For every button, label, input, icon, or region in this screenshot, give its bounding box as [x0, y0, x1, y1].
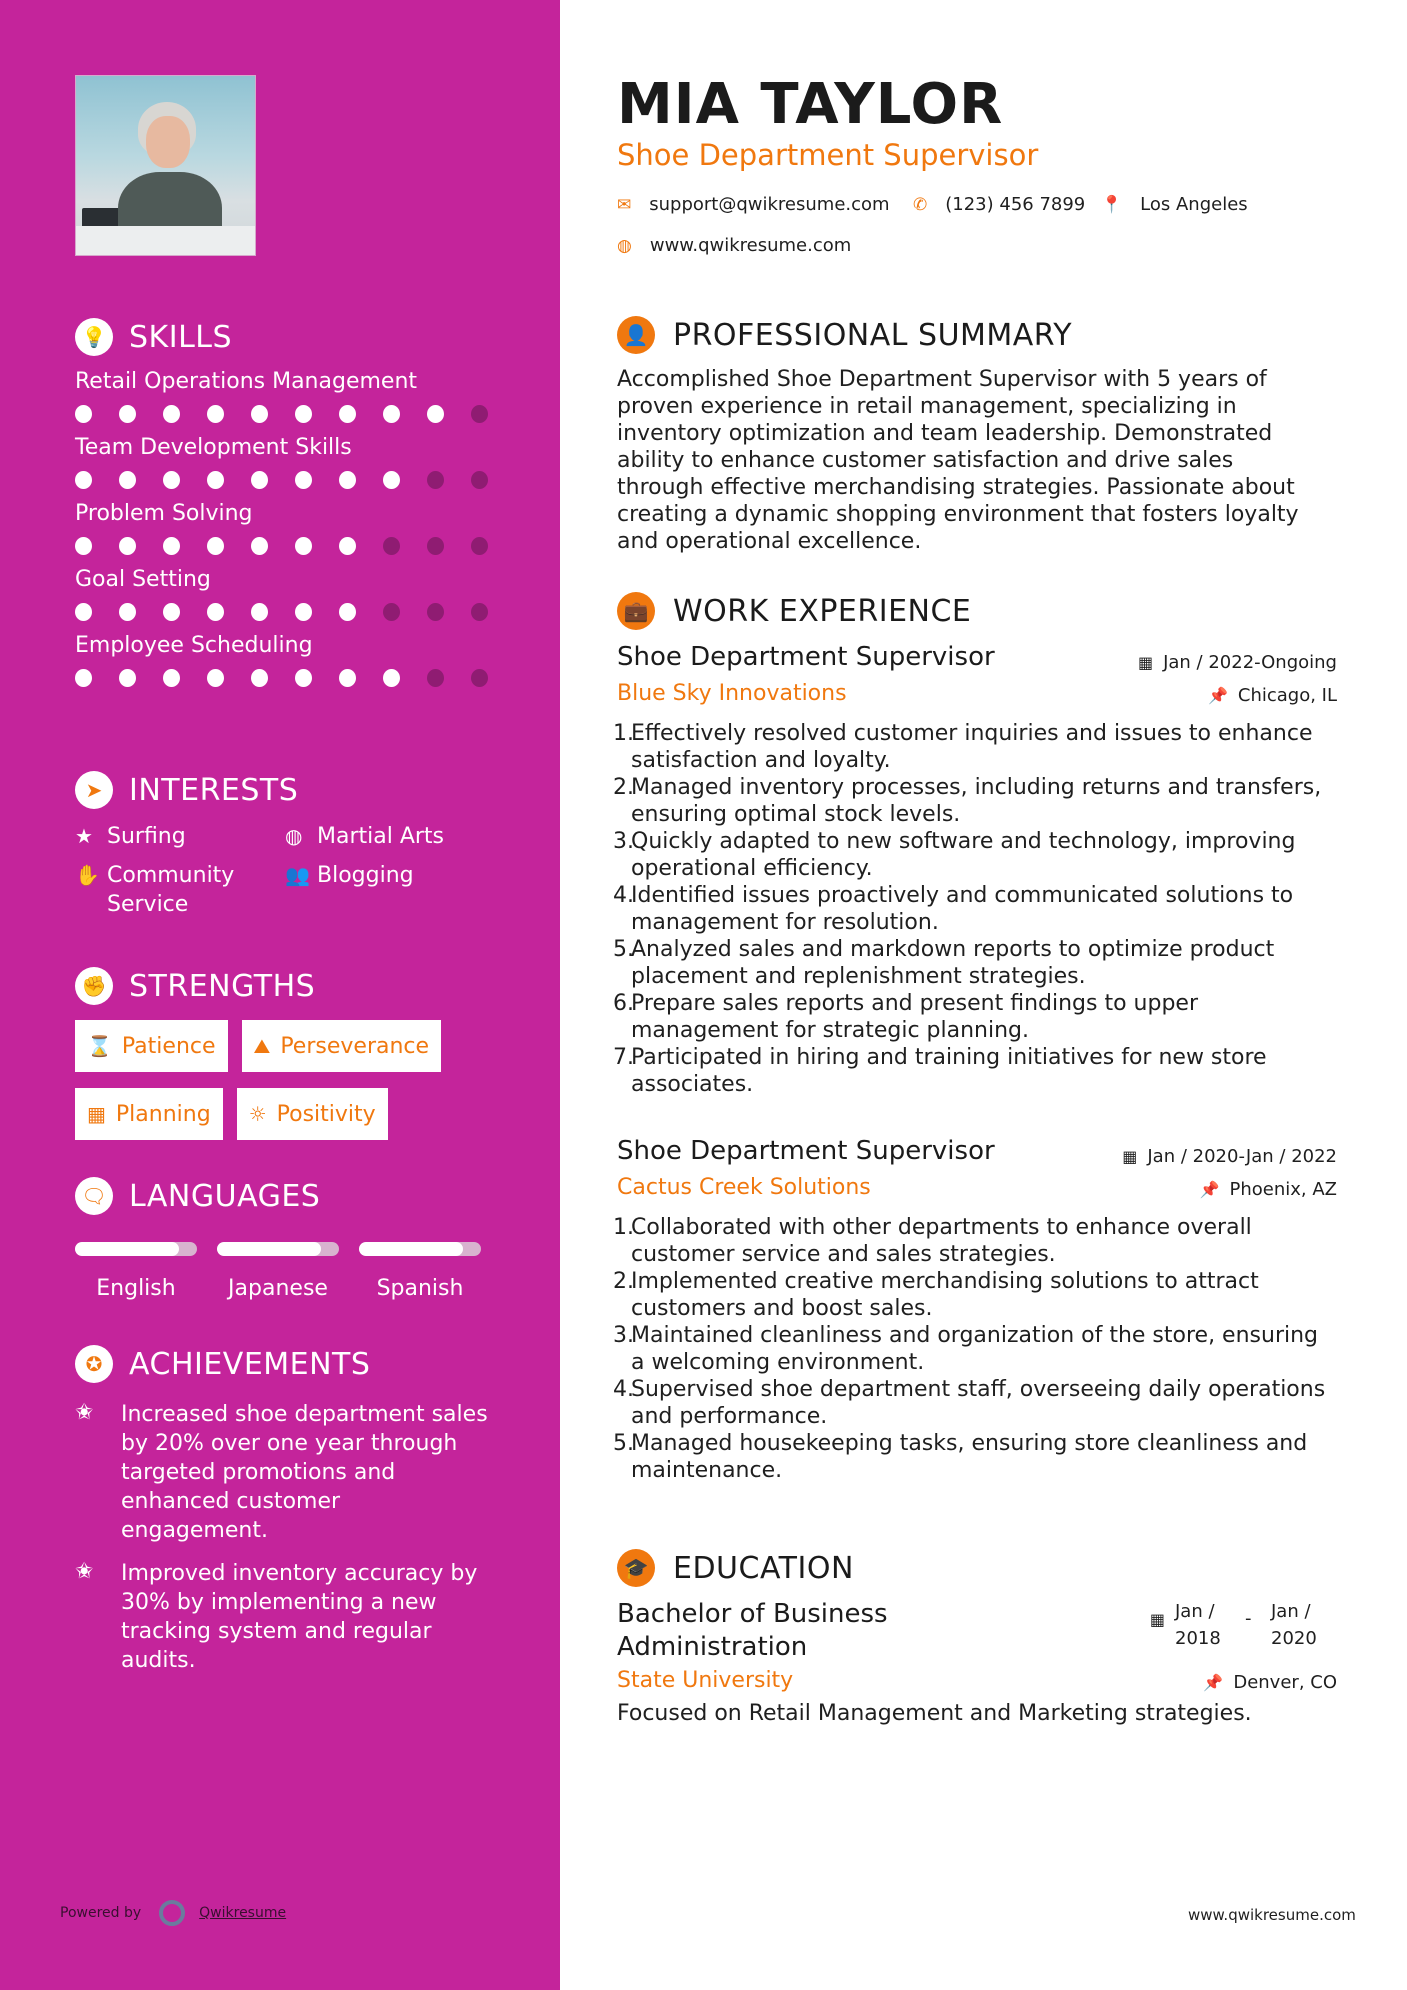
- job-title: Shoe Department Supervisor: [617, 1136, 995, 1166]
- date-separator: -: [1245, 1608, 1252, 1629]
- education-location: [1203, 1672, 1337, 1693]
- interest-item: [285, 861, 495, 919]
- globe-icon: ◍: [285, 824, 303, 848]
- bullet-number: 1.: [613, 1215, 634, 1240]
- degree-name: Bachelor of Business Administration: [617, 1599, 888, 1662]
- contact-location: [1101, 194, 1248, 215]
- job-bullet: [613, 720, 1337, 774]
- job-location-text: Chicago, IL: [1237, 685, 1337, 706]
- rating-dot-filled: [75, 537, 92, 555]
- job-dates-text: Jan / 2022-Ongoing: [1163, 652, 1337, 673]
- job-location: [1200, 1179, 1337, 1200]
- skill-name: Retail Operations Management: [75, 369, 418, 394]
- bullet-text: Maintained cleanliness and organization of the store, ensuring a welcoming environment.: [631, 1323, 1319, 1375]
- education-heading: EDUCATION: [673, 1550, 854, 1586]
- achievement-item: [75, 1400, 515, 1545]
- job-bullet: [613, 1214, 1337, 1268]
- strength-badge: [75, 1088, 223, 1140]
- job-bullet: [613, 1430, 1337, 1484]
- calendar-icon: ▦: [1149, 1610, 1165, 1629]
- bullet-number: 1.: [613, 721, 634, 746]
- job-bullets: [613, 720, 1337, 1098]
- user-icon: 👤: [617, 316, 655, 354]
- skill-item: [75, 631, 515, 687]
- rating-dot-filled: [207, 537, 224, 555]
- job-location-text: Phoenix, AZ: [1229, 1179, 1337, 1200]
- skills-heading: SKILLS: [129, 319, 233, 355]
- achievement-text: Increased shoe department sales by 20% over one year through targeted promotions and enhanced customer engagement.: [121, 1402, 488, 1543]
- bullet-text: Quickly adapted to new software and technology, improving operational efficiency.: [631, 829, 1296, 881]
- map-pin-icon: 📍: [1101, 194, 1123, 215]
- skill-item: [75, 565, 515, 621]
- strength-label: Positivity: [276, 1101, 376, 1127]
- sparkle-star-icon: ✬: [75, 1559, 94, 1584]
- strengths-section: [75, 966, 515, 1156]
- contact-website: [617, 235, 851, 256]
- rating-dot-filled: [75, 405, 92, 423]
- job-bullet: [613, 1044, 1337, 1098]
- pin-icon: 📌: [1199, 1180, 1220, 1199]
- job-entry: [613, 642, 1337, 1098]
- rating-dot-filled: [207, 669, 224, 687]
- rating-dot-filled: [119, 405, 136, 423]
- bullet-number: 3.: [613, 829, 634, 854]
- bullet-number: 4.: [613, 883, 634, 908]
- skill-item: [75, 499, 515, 555]
- envelope-icon: ✉: [617, 194, 632, 215]
- bullet-text: Managed housekeeping tasks, ensuring store cleanliness and maintenance.: [631, 1431, 1308, 1483]
- location-text: Los Angeles: [1140, 194, 1248, 215]
- rating-dot-filled: [119, 603, 136, 621]
- language-level-fill: [359, 1242, 463, 1256]
- rating-dot-empty: [471, 603, 488, 621]
- rating-dot-filled: [339, 471, 356, 489]
- phone-text: (123) 456 7899: [945, 194, 1086, 215]
- language-item: [217, 1242, 339, 1301]
- footer-website[interactable]: www.qwikresume.com: [1188, 1906, 1356, 1924]
- interest-label: Martial Arts: [317, 824, 445, 849]
- bullet-text: Analyzed sales and markdown reports to optimize product placement and replenishment strategies.: [631, 937, 1275, 989]
- bullet-number: 3.: [613, 1323, 634, 1348]
- bullet-text: Implemented creative merchandising solutions to attract customers and boost sales.: [631, 1269, 1259, 1321]
- achievements-heading: ACHIEVEMENTS: [129, 1346, 371, 1382]
- interest-label: Surfing: [107, 824, 186, 849]
- rating-dot-filled: [207, 603, 224, 621]
- skill-name: Employee Scheduling: [75, 633, 313, 658]
- education-heading-row: [617, 1549, 854, 1587]
- rating-dot-filled: [75, 669, 92, 687]
- school-name: State University: [617, 1668, 794, 1693]
- rating-dot-filled: [251, 669, 268, 687]
- profile-photo: [75, 75, 256, 256]
- job-bullet: [613, 882, 1337, 936]
- rating-dot-filled: [119, 669, 136, 687]
- achievement-text: Improved inventory accuracy by 30% by implementing a new tracking system and regular audits.: [121, 1561, 478, 1673]
- skills-section: [75, 317, 515, 695]
- experience-heading-row: [617, 592, 971, 630]
- summary-text: Accomplished Shoe Department Supervisor with 5 years of proven experience in retail management, specializing in inventory optimization and team leadership. Demonstrated ability to enhance customer satisfaction and drive sales through effective merchandising strategies. Passionate about creating a dynamic shopping environment that fosters loyalty and operational excellence.: [617, 367, 1299, 554]
- phone-icon: ✆: [913, 194, 928, 215]
- education-end: Jan / 2020: [1271, 1601, 1317, 1649]
- sun-icon: ☼: [248, 1102, 267, 1126]
- users-icon: 👥: [285, 863, 310, 887]
- skill-rating: [75, 405, 515, 423]
- skill-name: Problem Solving: [75, 501, 253, 526]
- language-level-bar: [359, 1242, 481, 1256]
- rating-dot-filled: [119, 537, 136, 555]
- rating-dot-filled: [207, 405, 224, 423]
- language-name: Japanese: [228, 1276, 328, 1301]
- languages-section: [75, 1176, 515, 1301]
- rating-dot-empty: [471, 405, 488, 423]
- languages-heading: LANGUAGES: [129, 1178, 321, 1214]
- education-start: Jan / 2018: [1175, 1601, 1221, 1649]
- contact-phone: [913, 194, 1085, 215]
- bullet-text: Effectively resolved customer inquiries and issues to enhance satisfaction and loyalty.: [631, 721, 1313, 773]
- achievements-section: [75, 1344, 515, 1675]
- bullet-text: Collaborated with other departments to enhance overall customer service and sales strategies.: [631, 1215, 1252, 1267]
- interests-section: [75, 770, 515, 919]
- rating-dot-filled: [383, 669, 400, 687]
- rating-dot-filled: [339, 537, 356, 555]
- rating-dot-filled: [163, 405, 180, 423]
- bullet-number: 2.: [613, 775, 634, 800]
- fist-icon: ✊: [75, 967, 113, 1005]
- rating-dot-empty: [471, 537, 488, 555]
- rating-dot-filled: [383, 471, 400, 489]
- strengths-list: [75, 1020, 495, 1156]
- job-bullets: [613, 1214, 1337, 1484]
- job-bullet: [613, 774, 1337, 828]
- bullet-number: 5.: [613, 937, 634, 962]
- skill-rating: [75, 603, 515, 621]
- website-text[interactable]: www.qwikresume.com: [649, 235, 852, 256]
- skill-rating: [75, 471, 515, 489]
- sidebar: [0, 0, 560, 1990]
- lightbulb-icon: 💡: [75, 318, 113, 356]
- strength-label: Patience: [121, 1033, 216, 1059]
- qwikresume-logo-icon: [159, 1900, 185, 1926]
- language-item: [75, 1242, 197, 1301]
- strength-badge: [237, 1088, 388, 1140]
- bullet-number: 4.: [613, 1377, 634, 1402]
- bullet-text: Participated in hiring and training initiatives for new store associates.: [631, 1045, 1267, 1097]
- language-level-bar: [217, 1242, 339, 1256]
- rating-dot-filled: [251, 471, 268, 489]
- bullet-text: Prepare sales reports and present findings to upper management for strategic planning.: [631, 991, 1198, 1043]
- rating-dot-empty: [383, 537, 400, 555]
- job-title: Shoe Department Supervisor: [617, 642, 995, 672]
- achievement-item: [75, 1559, 515, 1675]
- language-item: [359, 1242, 481, 1301]
- star-icon: ★: [75, 824, 93, 848]
- interest-item: [75, 861, 285, 919]
- strength-label: Perseverance: [280, 1033, 430, 1059]
- contact-email: [617, 194, 890, 215]
- rating-dot-filled: [295, 471, 312, 489]
- globe-icon: ◍: [617, 235, 632, 256]
- job-dates: [1138, 652, 1337, 673]
- rating-dot-empty: [427, 537, 444, 555]
- sparkle-star-icon: ✬: [75, 1400, 94, 1425]
- language-name: Spanish: [376, 1276, 464, 1301]
- interests-heading: INTERESTS: [129, 772, 299, 808]
- main-content: [613, 0, 1347, 1990]
- email-text[interactable]: support@qwikresume.com: [649, 194, 890, 215]
- language-icon: 🗨: [75, 1177, 113, 1215]
- rating-dot-empty: [427, 603, 444, 621]
- candidate-name: MIA TAYLOR: [617, 72, 1004, 137]
- paper-plane-icon: ➤: [75, 771, 113, 809]
- job-bullet: [613, 990, 1337, 1044]
- job-company: Blue Sky Innovations: [617, 681, 847, 706]
- summary-heading-row: [617, 316, 1072, 354]
- summary-heading: PROFESSIONAL SUMMARY: [673, 317, 1073, 353]
- calendar-icon: ▦: [1122, 1147, 1138, 1166]
- interests-list: [75, 822, 515, 919]
- bullet-number: 2.: [613, 1269, 634, 1294]
- language-name: English: [96, 1276, 176, 1301]
- bullet-number: 7.: [613, 1045, 634, 1070]
- qwikresume-link[interactable]: Qwikresume: [199, 1905, 287, 1921]
- job-bullet: [613, 1322, 1337, 1376]
- education-location-text: Denver, CO: [1233, 1672, 1337, 1693]
- hand-icon: ✋: [75, 863, 100, 887]
- rating-dot-empty: [427, 669, 444, 687]
- skills-list: [75, 367, 515, 687]
- job-bullet: [613, 828, 1337, 882]
- strengths-heading: STRENGTHS: [129, 968, 316, 1004]
- rating-dot-filled: [163, 603, 180, 621]
- rating-dot-filled: [295, 669, 312, 687]
- strength-badge: [75, 1020, 228, 1072]
- rating-dot-filled: [251, 537, 268, 555]
- rating-dot-filled: [163, 669, 180, 687]
- pin-icon: 📌: [1207, 686, 1228, 705]
- interest-item: [75, 822, 285, 851]
- job-bullet: [613, 1376, 1337, 1430]
- rating-dot-empty: [471, 471, 488, 489]
- calendar-icon: ▦: [87, 1102, 106, 1126]
- calendar-icon: ▦: [1137, 653, 1154, 672]
- rating-dot-filled: [207, 471, 224, 489]
- pin-icon: 📌: [1203, 1673, 1224, 1692]
- experience-heading: WORK EXPERIENCE: [673, 593, 972, 629]
- strength-label: Planning: [115, 1101, 211, 1127]
- bullet-number: 5.: [613, 1431, 634, 1456]
- interest-item: [285, 822, 495, 851]
- rating-dot-filled: [295, 603, 312, 621]
- job-location: [1208, 685, 1337, 706]
- language-level-fill: [75, 1242, 179, 1256]
- languages-list: [75, 1242, 515, 1301]
- rating-dot-empty: [383, 603, 400, 621]
- skill-name: Team Development Skills: [75, 435, 352, 460]
- rating-dot-filled: [339, 669, 356, 687]
- hourglass-icon: ⌛: [87, 1034, 112, 1058]
- rating-dot-filled: [119, 471, 136, 489]
- road-icon: ⛰: [253, 1034, 271, 1058]
- job-bullet: [613, 936, 1337, 990]
- job-company: Cactus Creek Solutions: [617, 1175, 871, 1200]
- rating-dot-filled: [339, 405, 356, 423]
- rating-dot-filled: [75, 471, 92, 489]
- skill-rating: [75, 669, 515, 687]
- rating-dot-filled: [75, 603, 92, 621]
- language-level-bar: [75, 1242, 197, 1256]
- education-dates: [1150, 1598, 1337, 1652]
- skill-name: Goal Setting: [75, 567, 211, 592]
- rating-dot-empty: [471, 669, 488, 687]
- rating-dot-filled: [251, 603, 268, 621]
- bullet-text: Managed inventory processes, including returns and transfers, ensuring optimal stock levels.: [631, 775, 1322, 827]
- job-entry: [613, 1136, 1337, 1484]
- rating-dot-filled: [295, 405, 312, 423]
- job-bullet: [613, 1268, 1337, 1322]
- rating-dot-filled: [295, 537, 312, 555]
- education-entry: [617, 1598, 1337, 1726]
- rating-dot-filled: [339, 603, 356, 621]
- bullet-text: Identified issues proactively and communicated solutions to management for resolution.: [631, 883, 1294, 935]
- rating-dot-filled: [163, 537, 180, 555]
- briefcase-icon: 💼: [617, 592, 655, 630]
- interest-label: Community Service: [107, 863, 235, 917]
- graduate-icon: 🎓: [617, 1549, 655, 1587]
- rating-dot-filled: [427, 405, 444, 423]
- rating-dot-filled: [383, 405, 400, 423]
- bullet-text: Supervised shoe department staff, overseeing daily operations and performance.: [631, 1377, 1326, 1429]
- interest-label: Blogging: [317, 863, 414, 888]
- skill-item: [75, 367, 515, 423]
- skill-rating: [75, 537, 515, 555]
- powered-by: [60, 1900, 286, 1926]
- bullet-number: 6.: [613, 991, 634, 1016]
- job-dates-text: Jan / 2020-Jan / 2022: [1147, 1146, 1337, 1167]
- candidate-title: Shoe Department Supervisor: [617, 138, 1039, 172]
- rating-dot-filled: [251, 405, 268, 423]
- education-description: Focused on Retail Management and Marketing strategies.: [617, 1701, 1252, 1726]
- skill-item: [75, 433, 515, 489]
- powered-label: Powered by: [60, 1905, 142, 1921]
- rating-dot-empty: [427, 471, 444, 489]
- rating-dot-filled: [163, 471, 180, 489]
- trophy-star-icon: ✪: [75, 1345, 113, 1383]
- job-dates: [1122, 1146, 1337, 1167]
- strength-badge: [242, 1020, 442, 1072]
- language-level-fill: [217, 1242, 321, 1256]
